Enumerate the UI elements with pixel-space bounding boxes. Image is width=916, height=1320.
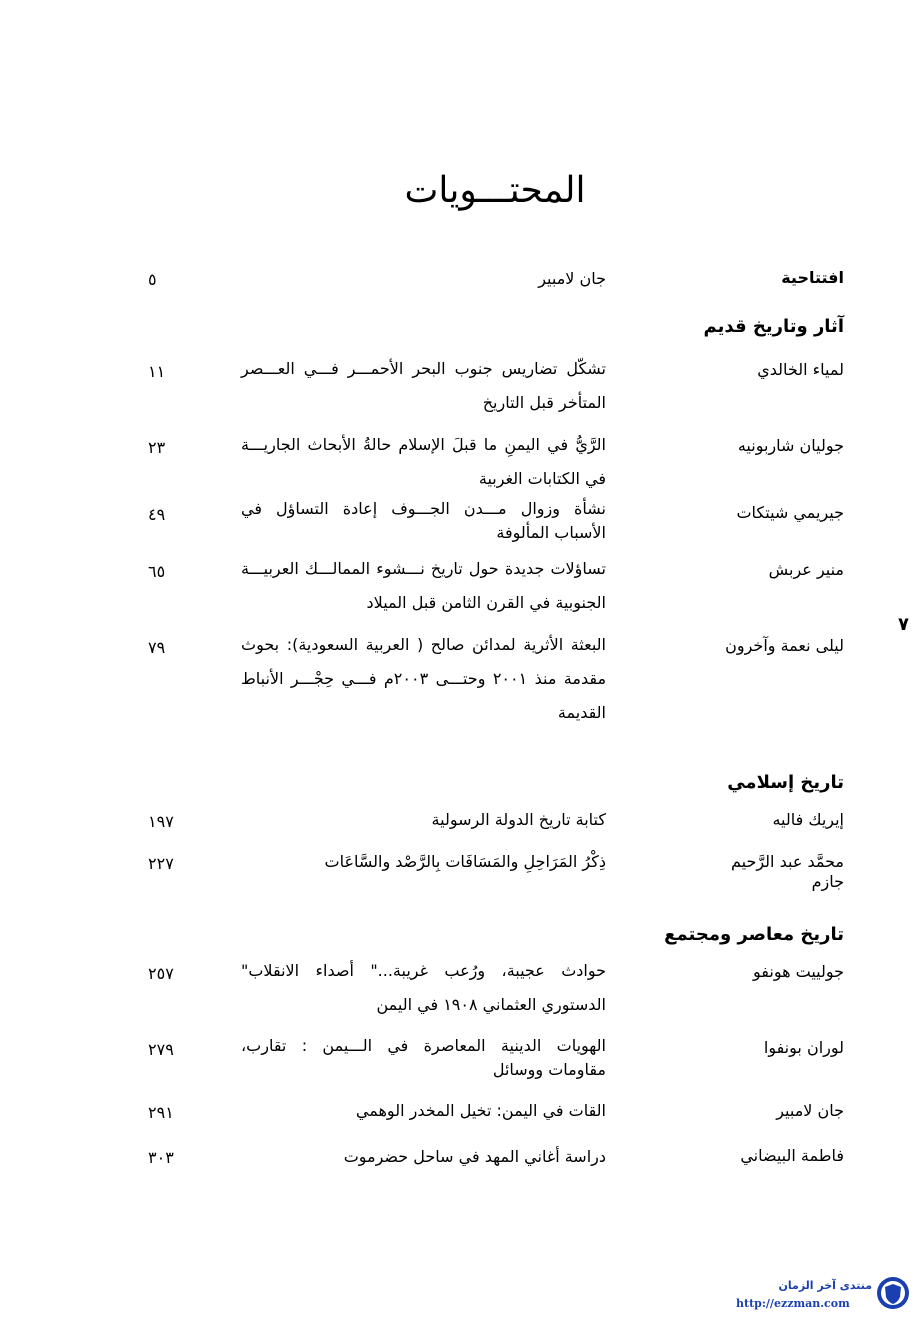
- entry-title: دراسة أغاني المهد في ساحل حضرموت: [343, 1147, 606, 1166]
- entry-title: الهويات الدينية المعاصرة في الـــيمن : تقارب، مقاومات ووسائل: [241, 1036, 606, 1079]
- entry-page: ٢٣: [148, 438, 166, 457]
- entry-title: البعثة الأثرية لمدائن صالح ( العربية السعودية): بحوث مقدمة منذ ٢٠٠١ وحتـــى ٢٠٠٣م فـــي حِجْـــر الأنباط القديمة: [241, 635, 607, 722]
- shield-icon: [876, 1275, 910, 1311]
- entry-title: ذِكْرُ المَرَاحِلِ والمَسَافَات بِالرَّصْد والسَّاعَات: [324, 852, 606, 871]
- entry-page: ٣٠٣: [148, 1148, 174, 1167]
- section-heading: تاريخ إسلامي: [727, 772, 844, 793]
- entry-title: القات في اليمن: تخيل المخدر الوهمي: [355, 1101, 606, 1120]
- page-title: المحتـــويات: [404, 170, 586, 211]
- forum-logo[interactable]: [736, 1275, 911, 1315]
- entry-page: ٢٢٧: [148, 854, 174, 873]
- entry-author: ليلى نعمة وآخرون: [725, 636, 844, 655]
- entry-page: ٧٩: [148, 638, 166, 657]
- entry-page: ٤٩: [148, 505, 166, 524]
- entry-author: افتتاحية: [781, 268, 844, 287]
- forum-url[interactable]: http://ezzman.com: [736, 1297, 850, 1310]
- entry-author: جان لامبير: [776, 1101, 844, 1120]
- entry-page: ١٩٧: [148, 812, 174, 831]
- entry-title: كتابة تاريخ الدولة الرسولية: [431, 810, 606, 829]
- entry-page: ٥: [148, 270, 157, 289]
- entry-author: جولييت هونفو: [753, 962, 844, 981]
- entry-author: جوليان شاربونيه: [737, 436, 844, 455]
- entry-title: جان لامبير: [538, 269, 606, 288]
- entry-author: محمَّد عبد الرَّحيم جازم: [730, 852, 844, 891]
- entry-title: "حوادث عجيبة، ورُعب غريبة..." أصداء الانقلاب الدستوري العثماني ١٩٠٨ في اليمن: [241, 961, 606, 1014]
- entry-author: لمياء الخالدي: [757, 360, 844, 379]
- entry-author: إيريك فاليه: [772, 810, 844, 829]
- entry-page: ٢٧٩: [148, 1040, 174, 1059]
- entry-page: ٢٥٧: [148, 964, 174, 983]
- entry-author: فاطمة البيضاني: [740, 1146, 844, 1165]
- section-heading: تاريخ معاصر ومجتمع: [664, 924, 844, 945]
- entry-title: نشأة وزوال مـــدن الجـــوف إعادة التساؤل في الأسباب المألوفة: [241, 499, 606, 542]
- entry-author: منير عربش: [768, 560, 844, 579]
- entry-title: الرَّيُّ في اليمنِ ما قبلَ الإسلام حالةُ الأبحاث الجاريـــة في الكتابات الغربية: [241, 435, 606, 488]
- entry-title: تشكّل تضاريس جنوب البحر الأحمـــر فـــي العـــصر المتأخر قبل التاريخ: [241, 359, 606, 412]
- entry-page: ١١: [148, 362, 166, 381]
- entry-page: ٢٩١: [148, 1103, 174, 1122]
- entry-author: جيريمي شيتكات: [736, 503, 844, 522]
- entry-title: تساؤلات جديدة حول تاريخ نـــشوء الممالـــك العربيـــة الجنوبية في القرن الثامن قبل الميلاد: [241, 559, 606, 612]
- entry-page: ٦٥: [148, 562, 166, 581]
- side-mark: ٧: [898, 614, 909, 635]
- entry-author: لوران بونفوا: [763, 1038, 844, 1057]
- forum-name: منتدى آخر الزمان: [778, 1279, 872, 1292]
- section-heading: آثار وتاريخ قديم: [703, 316, 844, 337]
